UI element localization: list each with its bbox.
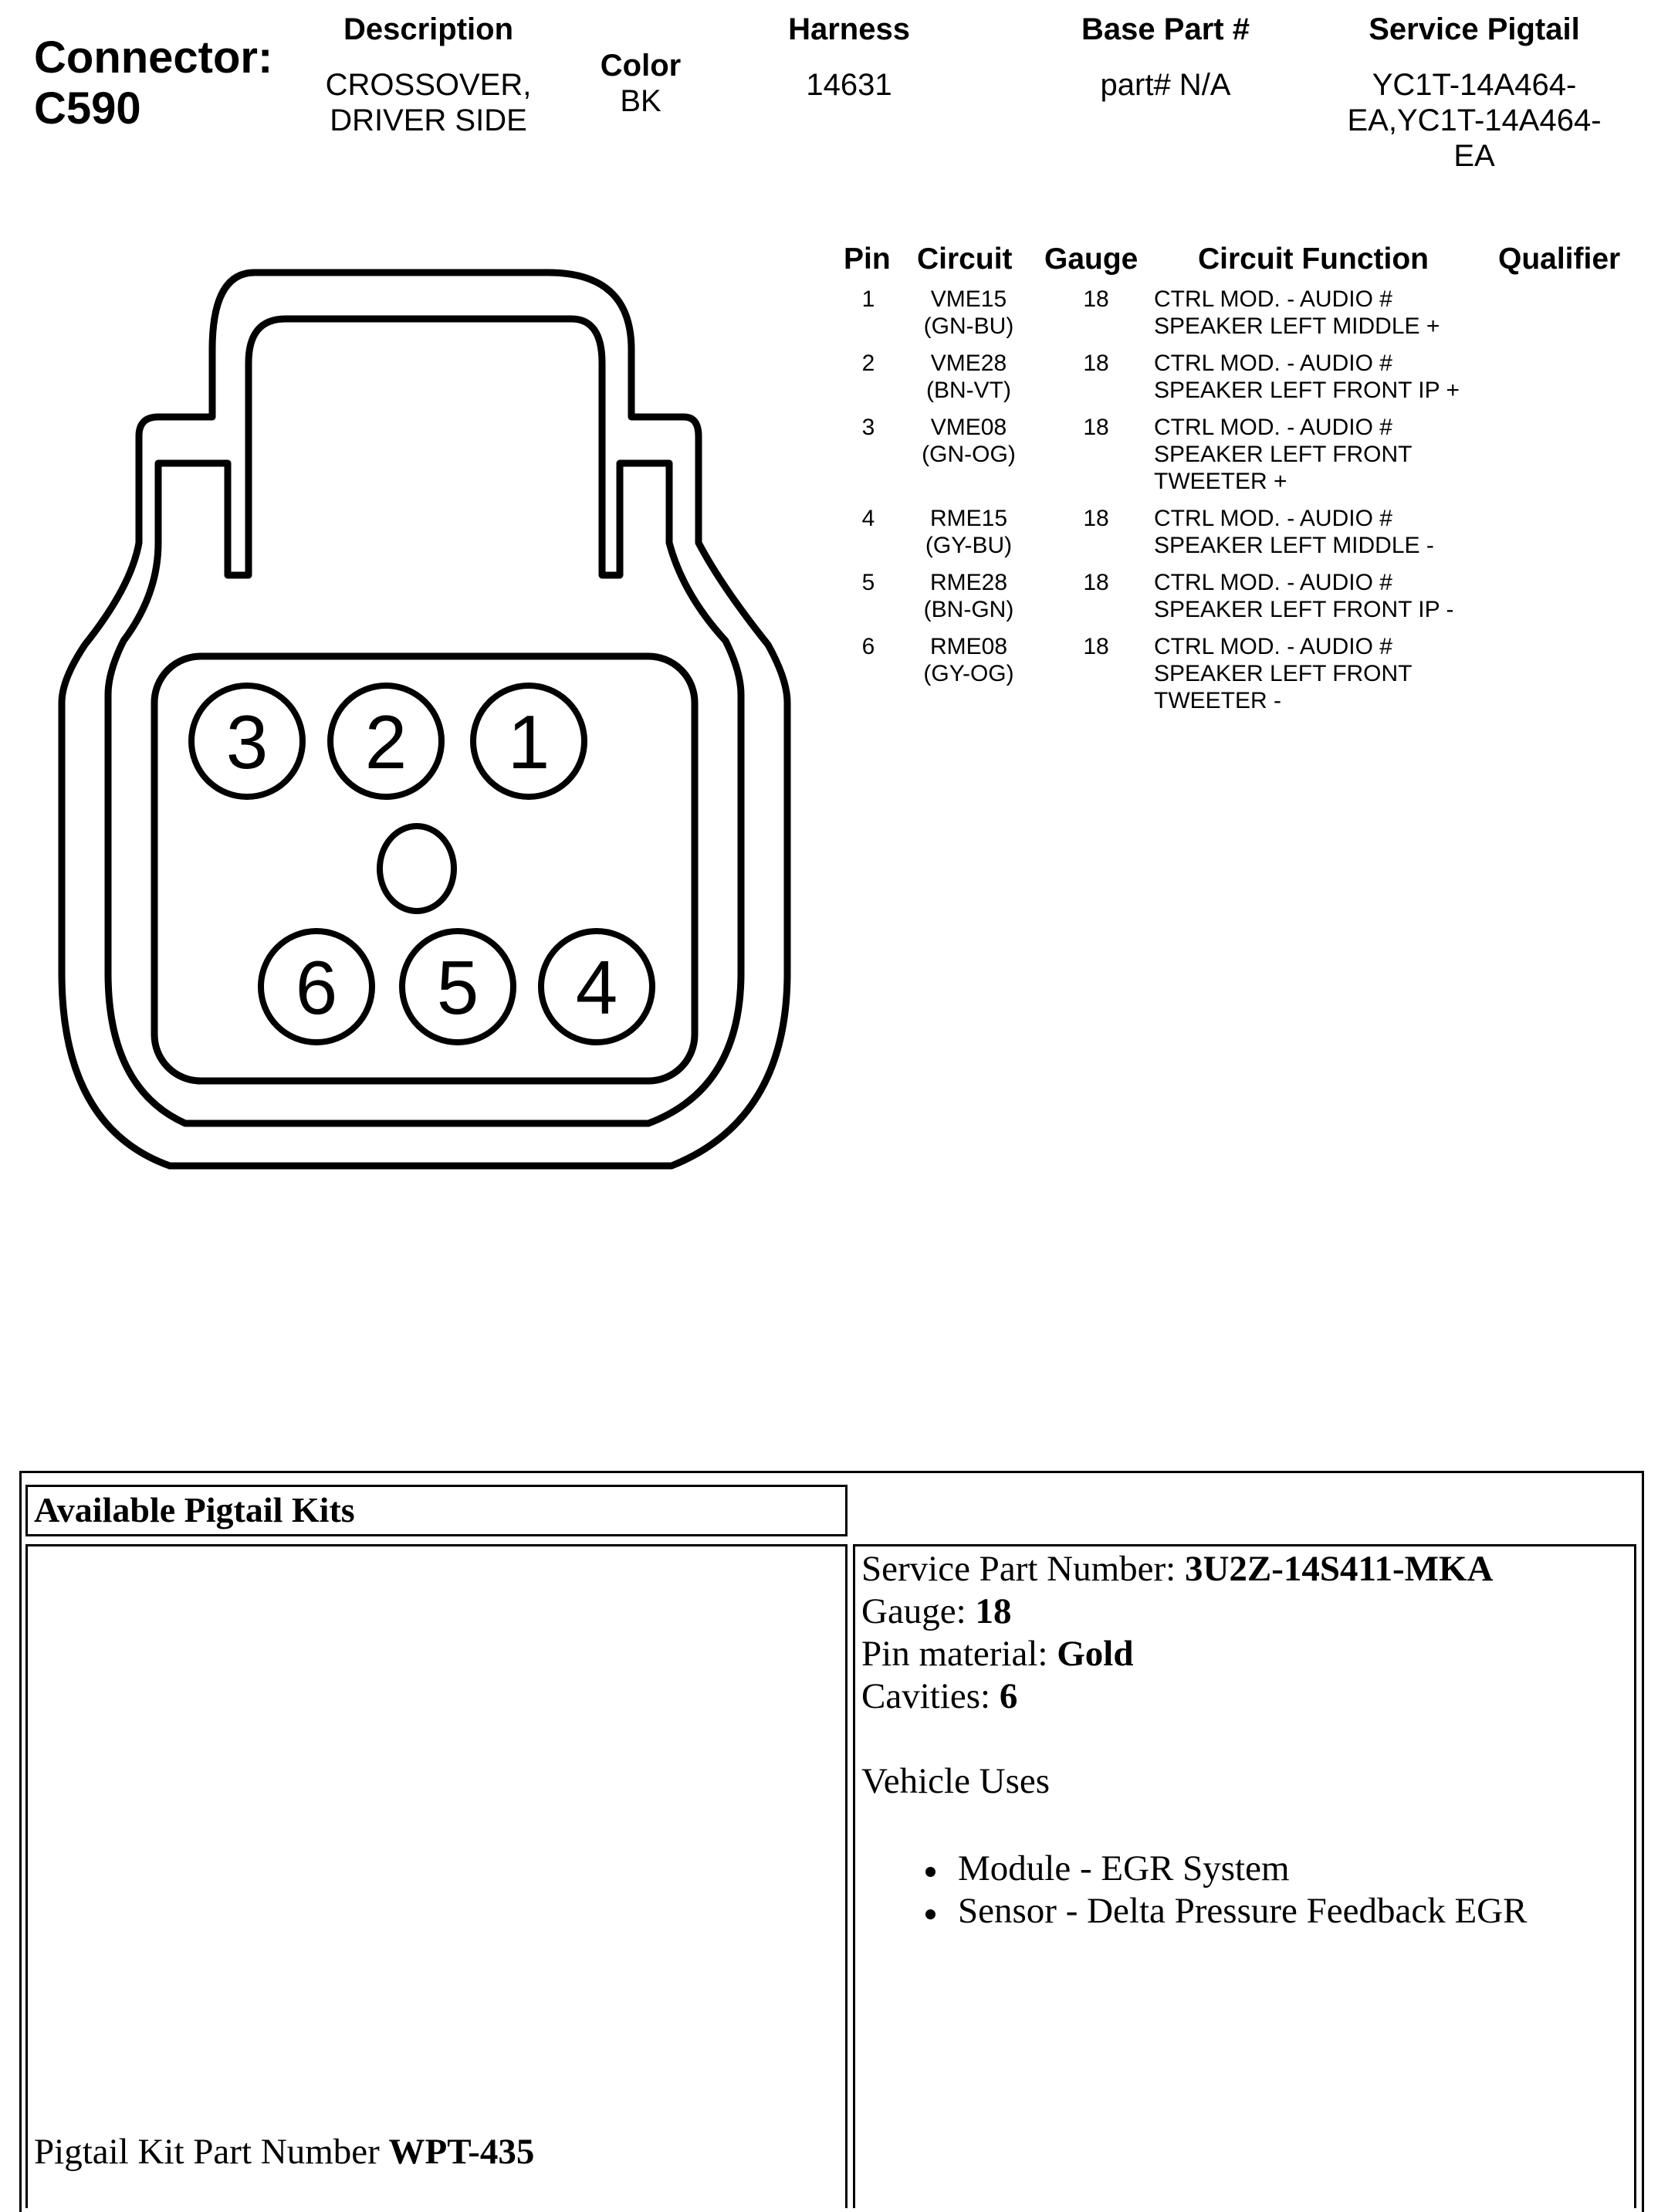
- pin-number: 2: [861, 351, 875, 376]
- harness-value: 14631: [806, 68, 892, 102]
- function-line: SPEAKER LEFT MIDDLE +: [1154, 313, 1440, 339]
- color-header: Color: [600, 49, 682, 83]
- function-line: SPEAKER LEFT FRONT IP -: [1154, 597, 1454, 622]
- kit-part-value: WPT-435: [388, 2132, 535, 2172]
- vehicle-uses-heading: Vehicle Uses: [861, 1761, 1051, 1801]
- function-line: CTRL MOD. - AUDIO #: [1154, 415, 1392, 440]
- pin-row: [0, 569, 1668, 631]
- pin-number: 5: [861, 570, 875, 595]
- pin-label: 2: [364, 700, 408, 784]
- list-item: [861, 1890, 1527, 1933]
- cavities-line: [861, 1675, 1527, 1718]
- circuit-cell: [903, 505, 1034, 559]
- base-part-header: Base Part #: [1081, 12, 1250, 46]
- function-cell: [1154, 505, 1524, 559]
- pin-material-line: [861, 1633, 1527, 1675]
- circuit-header: Circuit: [917, 242, 1013, 276]
- service-part-label: Service Part Number:: [861, 1549, 1185, 1589]
- function-line: TWEETER -: [1154, 688, 1281, 713]
- pin-number: 4: [861, 506, 875, 531]
- gauge-cell: 18: [1083, 286, 1109, 312]
- function-cell: [1154, 414, 1524, 495]
- function-line: SPEAKER LEFT FRONT: [1154, 442, 1413, 467]
- function-line: CTRL MOD. - AUDIO #: [1154, 286, 1392, 312]
- pigtail-kit-part-number: [34, 2131, 534, 2173]
- harness-header: Harness: [788, 12, 910, 46]
- circuit-id: RME08: [929, 634, 1008, 659]
- vehicle-use-text: Module - EGR System: [958, 1848, 1290, 1888]
- pin-row: [0, 633, 1668, 713]
- pigtail-kits-title-cell: [25, 1485, 848, 1536]
- gauge-cell: 18: [1083, 570, 1109, 595]
- vehicle-uses-list: [861, 1848, 1527, 1933]
- description-header: Description: [343, 12, 514, 46]
- function-line: SPEAKER LEFT MIDDLE -: [1154, 533, 1434, 558]
- pigtail-kit-details: [861, 1548, 1527, 1933]
- service-part-number-line: [861, 1548, 1527, 1590]
- description-column: [305, 12, 552, 138]
- cavities-label: Cavities:: [861, 1676, 1000, 1716]
- pin-label: 4: [575, 945, 618, 1030]
- function-line: CTRL MOD. - AUDIO #: [1154, 506, 1392, 531]
- function-line: CTRL MOD. - AUDIO #: [1154, 634, 1392, 659]
- gauge-cell: 18: [1083, 415, 1109, 440]
- gauge-header: Gauge: [1044, 242, 1139, 276]
- connector-title: [34, 32, 272, 134]
- wire-color: (GN-BU): [923, 313, 1014, 339]
- pin-material-label: Pin material:: [861, 1634, 1057, 1674]
- pin-label: 3: [225, 700, 269, 784]
- circuit-cell: [903, 414, 1034, 468]
- service-pigtail-line2: EA,YC1T-14A464-: [1347, 103, 1602, 137]
- pigtail-kits-title: Available Pigtail Kits: [34, 1490, 355, 1529]
- gauge-value: 18: [975, 1591, 1012, 1631]
- polarization-key: [380, 826, 454, 911]
- list-item: [861, 1848, 1527, 1890]
- base-part-value: part# N/A: [1100, 68, 1231, 102]
- wire-color: (BN-GN): [923, 597, 1014, 622]
- circuit-cell: [903, 633, 1034, 687]
- service-pigtail-column: [1312, 12, 1636, 174]
- circuit-id: VME28: [930, 351, 1007, 376]
- function-line: SPEAKER LEFT FRONT IP +: [1154, 378, 1460, 403]
- circuit-id: VME08: [930, 415, 1007, 440]
- pin-material-value: Gold: [1057, 1634, 1134, 1674]
- function-cell: [1154, 569, 1524, 623]
- wire-color: (BN-VT): [926, 378, 1011, 403]
- bullet-icon: [925, 1909, 936, 1919]
- circuit-function-header: Circuit Function: [1198, 242, 1429, 276]
- pin-number: 3: [861, 415, 875, 440]
- qualifier-header: Qualifier: [1498, 242, 1621, 276]
- pin-label: 6: [295, 945, 338, 1030]
- function-line: CTRL MOD. - AUDIO #: [1154, 351, 1392, 376]
- circuit-cell: [903, 286, 1034, 340]
- circuit-id: RME28: [929, 570, 1008, 595]
- circuit-cell: [903, 350, 1034, 404]
- function-line: SPEAKER LEFT FRONT: [1154, 661, 1413, 686]
- cavities-value: 6: [999, 1676, 1018, 1716]
- description-value-line1: CROSSOVER,: [325, 68, 532, 102]
- service-pigtail-header: Service Pigtail: [1369, 12, 1580, 46]
- vehicle-use-text: Sensor - Delta Pressure Feedback EGR: [958, 1891, 1528, 1931]
- gauge-cell: 18: [1083, 506, 1109, 531]
- gauge-line: [861, 1590, 1527, 1633]
- pigtail-kit-details-cell: [853, 1544, 1636, 2208]
- pin-header: Pin: [844, 242, 891, 276]
- bullet-icon: [925, 1867, 936, 1877]
- circuit-id: RME15: [929, 506, 1008, 531]
- pin-row: [0, 414, 1668, 494]
- function-cell: [1154, 633, 1524, 714]
- pin-label: 1: [507, 700, 550, 784]
- description-value-line2: DRIVER SIDE: [330, 103, 527, 137]
- wire-color: (GY-OG): [923, 661, 1014, 686]
- color-value: BK: [620, 84, 661, 118]
- gauge-cell: 18: [1083, 634, 1109, 659]
- connector-id: C590: [34, 83, 141, 134]
- pin-row: [0, 350, 1668, 412]
- function-cell: [1154, 350, 1524, 404]
- color-column: [571, 48, 710, 119]
- service-pigtail-line3: EA: [1453, 139, 1495, 173]
- pigtail-kit-image-cell: [25, 1544, 848, 2208]
- circuit-id: VME15: [930, 286, 1007, 312]
- function-line: TWEETER +: [1154, 469, 1287, 494]
- service-pigtail-line1: YC1T-14A464-: [1372, 68, 1577, 102]
- harness-column: [741, 12, 957, 103]
- gauge-label: Gauge:: [861, 1591, 976, 1631]
- function-cell: [1154, 286, 1524, 340]
- base-part-column: [1034, 12, 1297, 103]
- kit-part-label: Pigtail Kit Part Number: [34, 2132, 389, 2172]
- circuit-cell: [903, 569, 1034, 623]
- wire-color: (GY-BU): [925, 533, 1013, 558]
- function-line: CTRL MOD. - AUDIO #: [1154, 570, 1392, 595]
- wire-color: (GN-OG): [922, 442, 1016, 467]
- pin-label: 5: [436, 945, 479, 1030]
- pin-row: [0, 505, 1668, 567]
- connector-label: Connector:: [34, 32, 273, 83]
- pin-number: 6: [861, 634, 875, 659]
- pin-row: [0, 286, 1668, 347]
- pin-number: 1: [861, 286, 875, 312]
- service-part-value: 3U2Z-14S411-MKA: [1184, 1549, 1494, 1589]
- gauge-cell: 18: [1083, 351, 1109, 376]
